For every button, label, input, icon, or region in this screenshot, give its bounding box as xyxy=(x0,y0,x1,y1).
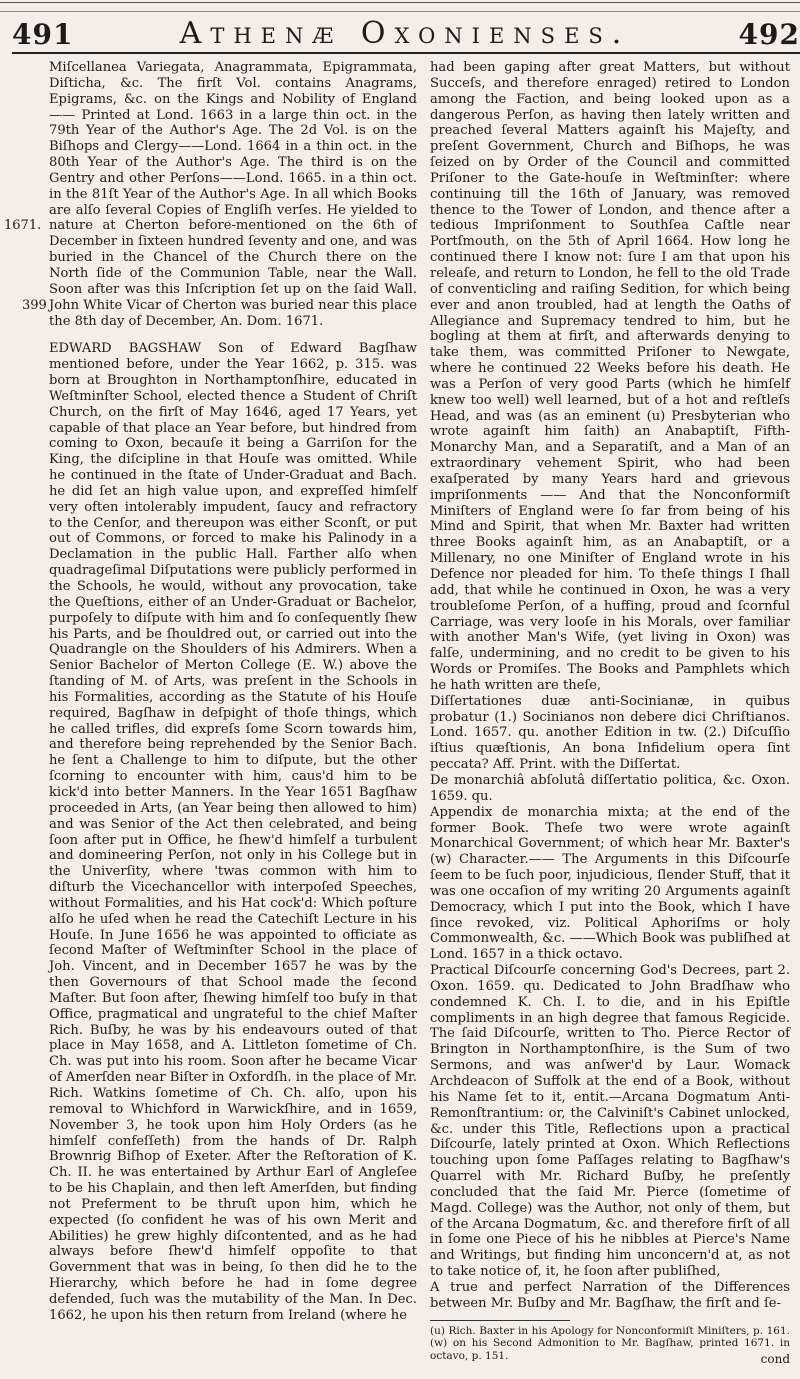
page-number-left: 491 xyxy=(12,18,74,51)
left-column xyxy=(49,60,417,1324)
paragraph-bagshaw-continued: had been gaping after great Matters, but without Succeſs, and therefore enraged) retired to London among the Faction, and being looked upon as a dangerous Perſon, as having then lately written and preached ſeveral Matters againſt his Majeſty, and preſent Government, Church and Biſhops, he was ſeized on by Order of the Council and committed Priſoner to the Gate-houſe in Weſtminſter: where continuing till the 16th of January, was removed thence to the Tower of London, and thence after a tedious Impriſonment to Southſea Caſtle near Portſmouth, on the 5th of April 1664. How long he continued there I know not: ſure I am that upon his releaſe, and return to London, he fell to the old Trade of conventicling and raiſing Sedition, for which being ever and anon troubled, had at length the Oaths of Allegiance and Supremacy tendred to him, but he bogling at them at firſt, and afterwards denying to take them, was committed Priſoner to Newgate, where he continued 22 Weeks before his death. He was a Perſon of very good Parts (which he himſelf knew too well) well learned, but of a hot and reſtleſs Head, and was (as an eminent (u) Presbyterian who wrote againſt him ſaith) an Anabaptiſt, Fifth-Monarchy Man, and a Separatiſt, and a Man of an extraordinary vehement Spirit, who had been exaſperated by many Years hard and grievous impriſonments —— And that the Nonconformiſt Miniſters of England were ſo far from being of his Mind and Spirit, that when Mr. Baxter had written three Books againſt him, as an Anabaptiſt, or a Millenary, no one Miniſter of England wrote in his Defence nor pleaded for him. To theſe things I ſhall add, that while he continued in Oxon, he was a very troubleſome Perſon, of a huffing, proud and ſcornful Carriage, was very looſe in his Morals, over familiar with another Man's Wife, (yet living in Oxon) was falſe, undermining, and no credit to be given to his Words or Promiſes. The Books and Pamphlets which he hath written are theſe, xyxy=(430,60,790,693)
running-title: Athenæ Oxonienses. xyxy=(179,16,631,51)
paragraph-bagshaw-entry: EDWARD BAGSHAW Son of Edward Bagſhaw mentioned before, under the Year 1662, p. 315. was born at Broughton in Northamptonſhire, educated in Weſtminſter School, elected thence a Student of Chriſt Church, on the firſt of May 1646, aged 17 Years, yet capable of that place an Year before, but hindred from coming to Oxon, becauſe it being a Garriſon for the King, the diſcipline in that Houſe was omitted. While he continued in the ſtate of Under-Graduat and Bach. he did ſet an high value upon, and expreſſed himſelf very often intolerably impudent, ſaucy and refractory to the Cenſor, and thereupon was either Sconſt, or put out of Commons, or forced to make his Palinody in a Declamation in the public Hall. Farther alſo when quadrageſimal Diſputations were publicly performed in the Schools, he would, without any provocation, take the Queſtions, either of an Under-Graduat or Bachelor, purpoſely to diſpute with him and ſo conſequently ſhew his Parts, and be ſhouldred out, or carried out into the Quadrangle on the Shoulders of his Admirers. When a Senior Bachelor of Merton College (E. W.) above the ſtanding of M. of Arts, was preſent in the Schools in his Formalities, according as the Statute of his Houſe required, Bagſhaw in deſpight of thoſe things, which he called trifles, did expreſs ſome Scorn towards him, and therefore being reprehended by the Senior Bach. he ſent a Challenge to him to diſpute, but the other ſcorning to encounter with him, caus'd him to be kick'd into better Manners. In the Year 1651 Bagſhaw proceeded in Arts, (an Year being then allowed to him) and was Senior of the Act then celebrated, and being ſoon after put in Office, he ſhew'd himſelf a turbulent and domineering Perſon, not only in his College but in the Univerſity, where 'twas common with him to diſturb the Vicechancellor with interpoſed Speeches, without Formalities, and his Hat cock'd: Which poſture alſo he uſed when he read the Catechiſt Lecture in his Houſe. In June 1656 he was appointed to officiate as ſecond Maſter of Weſtminſter School in the place of Joh. Vincent, and in December 1657 he was by the then Governours of that School made the ſecond Maſter. But ſoon after, ſhewing himſelf too buſy in that Office, pragmatical and ungrateful to the chief Maſter Rich. Buſby, he was by his endeavours outed of that place in May 1658, and A. Littleton ſometime of Ch. Ch. was put into his room. Soon after he became Vicar of Amerſden near Biſter in Oxfordſh. in the place of Mr. Rich. Watkins ſometime of Ch. Ch. alſo, upon his removal to Whichford in Warwickſhire, and in 1659, November 3, he took upon him Holy Orders (as he himſelf confeſſeth) from the hands of Dr. Ralph Brownrig Biſhop of Exeter. After the Reſtoration of K. Ch. II. he was entertained by Arthur Earl of Angleſee to be his Chaplain, and then left Amerſden, but finding not Preferment to be thruſt upon him, which he expected (ſo confident he was of his own Merit and Abilities) he grew highly diſcontented, and as he had always before ſhew'd himſelf oppoſite to that Government that was in being, ſo then did he to the Hierarchy, which before he had in ſome degree defended, ſuch was the mutability of the Man. In Dec. 1662, he upon his then return from Ireland (where he xyxy=(49,341,418,1323)
footnote: (u) Rich. Baxter in his Apology for Nonconformiſt Miniſters, p. 161. (w) on his Second Admonition to Mr. Bagſhaw, printed 1671. in octavo, p. 151. xyxy=(430,1324,790,1362)
header-rule-top xyxy=(0,2,800,12)
paragraph-white-works: Miſcellanea Variegata, Anagrammata, Epigrammata, Diſticha, &c. The firſt Vol. contains Anagrams, Epigrams, &c. on the Kings and Nobility of England—— Printed at Lond. 1663 in a large thin oct. in the 79th Year of the Author's Age. The 2d Vol. is on the Biſhops and Clergy——Lond. 1664 in a thin oct. in the 80th Year of the Author's Age. The third is on the Gentry and other Perſons——Lond. 1665. in a thin oct. in the 81ſt Year of the Author's Age. In all which Books are alſo ſeveral Copies of Engliſh verſes. He yielded to nature at Cherton before-mentioned on the 6th of December in ſixteen hundred ſeventy and one, and was buried in the Chancel of the Church there on the North ſide of the Communion Table, near the Wall. Soon after was this Inſcription ſet up on the ſaid Wall. John White Vicar of Cherton was buried near this place the 8th day of December, An. Dom. 1671. xyxy=(49,60,417,329)
right-column xyxy=(430,60,790,1362)
margin-entry-number: 399 xyxy=(22,298,47,313)
margin-year: 1671. xyxy=(4,218,42,233)
paragraph-dissertationes: Diſſertationes duæ anti-Socinianæ, in quibus probatur (1.) Socinianos non debere dici Chriſtianos. Lond. 1657. qu. another Edition in tw. (2.) Diſcuſſio iſtius quæſtionis, An bona Infidelium opera ſint peccata? Aff. Print. with the Diſſertat. xyxy=(430,693,790,773)
paragraph-de-monarchia: De monarchiâ abſolutâ diſſertatio politica, &c. Oxon. 1659. qu. xyxy=(430,772,790,804)
catchword: cond xyxy=(760,1352,790,1366)
paragraph-true-narration: A true and perfect Narration of the Differences between Mr. Buſby and Mr. Bagſhaw, the firſt and ſe- xyxy=(430,1279,790,1311)
page-header xyxy=(0,0,800,60)
paragraph-practical-discourse: Practical Diſcourſe concerning God's Decrees, part 2. Oxon. 1659. qu. Dedicated to John Bradſhaw who condemned K. Ch. I. to die, and in his Epiſtle compliments in an high degree that famous Regicide. The ſaid Diſcourſe, written to Tho. Pierce Rector of Brington in Northamptonſhire, is the Sum of two Sermons, and was anſwer'd by Laur. Womack Archdeacon of Suffolk at the end of a Book, without his Name ſet to it, entit.—Arcana Dogmatum Anti-Remonſtrantium: or, the Calviniſt's Cabinet unlocked, &c. under this Title, Reflections upon a practical Diſcourſe, lately printed at Oxon. Which Reflections touching upon ſome Paſſages relating to Bagſhaw's Quarrel with Mr. Richard Buſby, he preſently concluded that the ſaid Mr. Pierce (ſometime of Magd. College) was the Author, not only of them, but of the Arcana Dogmatum, &c. and therefore firſt of all in ſome one Piece of his he nibbles at Pierce's Name and Writings, but finding him unconcern'd at, as not to take notice of, it, he ſoon after publiſhed, xyxy=(430,963,790,1280)
page-number-right: 492 xyxy=(738,18,800,51)
footnote-rule xyxy=(430,1320,570,1321)
header-rule xyxy=(12,52,800,54)
paragraph-appendix: Appendix de monarchia mixta; at the end of the former Book. Theſe two were wrote againſt Monarchical Government; of which hear Mr. Baxter's (w) Character.—— The Arguments in this Diſcourſe ſeem to be ſuch poor, injudicious, ſlender Stuff, that it was one occaſion of my writing 20 Arguments againſt Democracy, which I put into the Book, which I have ſince revoked, viz. Political Aphoriſms or holy Commonwealth, &c. ——Which Book was publiſhed at Lond. 1657 in a thick octavo. xyxy=(430,804,790,963)
